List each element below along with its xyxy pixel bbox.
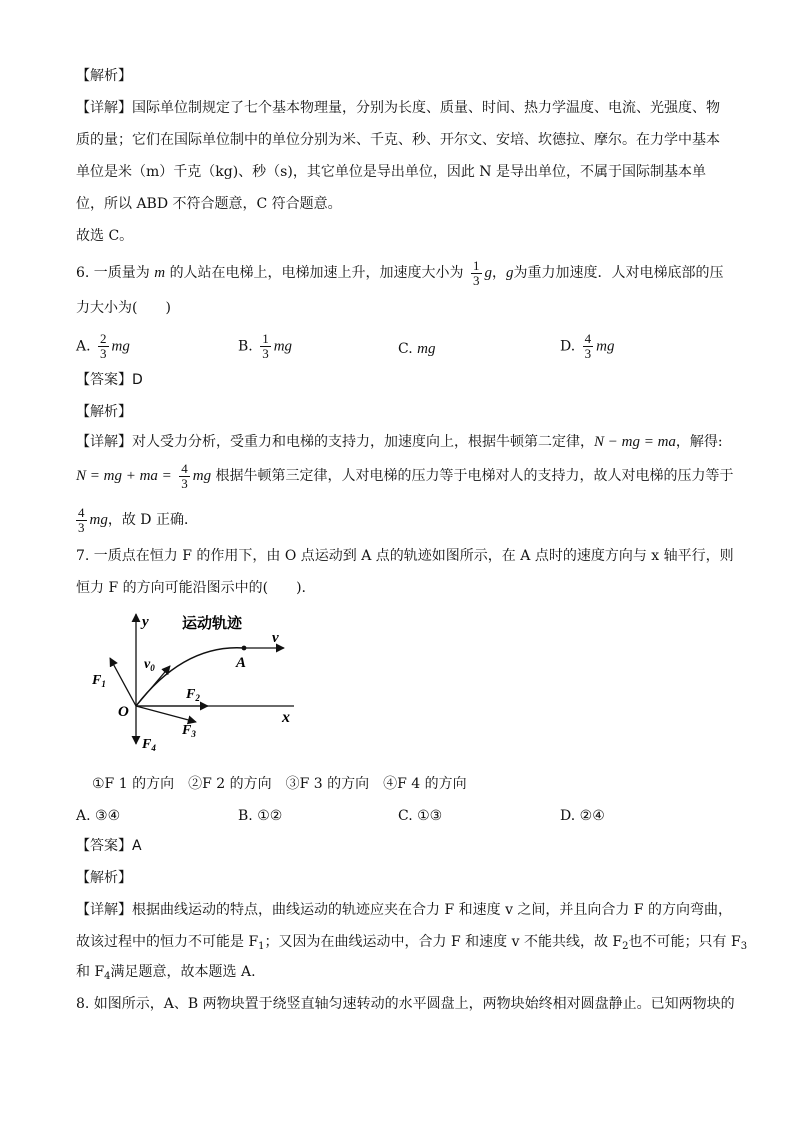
detail-text: 质的量；它们在国际单位制中的单位分别为米、千克、秒、开尔文、安培、坎德拉、摩尔。在力学中基本 [76, 132, 720, 148]
q7-option-d[interactable]: D. ②④ [560, 808, 605, 824]
q6-stem: 6. 一质量为 m 的人站在电梯上，电梯加速上升，加速度大小为 $\frac{1}{3}$ g，g为重力加速度．人对电梯底部的压 [76, 257, 724, 288]
label-v: v [272, 630, 279, 646]
point-a [242, 646, 247, 651]
q8-stem: 8. 如图所示，A、B 两物块置于绕竖直轴匀速转动的水平圆盘上，两物块始终相对圆盘静止。已知两物块的 [76, 996, 735, 1012]
label-f2: $F_2$ [186, 687, 200, 703]
q6-detail: 【详解】对人受力分析，受重力和电梯的支持力，加速度向上，根据牛顿第二定律，N − mg = ma，解得: [76, 434, 723, 450]
q7-option-c[interactable]: C. ①③ [398, 808, 443, 824]
analysis-heading: 【解析】 [76, 68, 132, 84]
detail-text: 【详解】国际单位制规定了七个基本物理量，分别为长度、质量、时间、热力学温度、电流、光强度、物 [76, 100, 720, 116]
q7-choices-line: ①F 1 的方向 ②F 2 的方向 ③F 3 的方向 ④F 4 的方向 [92, 776, 467, 792]
q6-analysis-heading: 【解析】 [76, 404, 132, 420]
label-y: y [142, 614, 149, 630]
label-f1: $F_1$ [92, 673, 106, 689]
q7-analysis-heading: 【解析】 [76, 870, 132, 886]
label-f3: $F_3$ [182, 723, 196, 739]
q6-option-c[interactable]: C. mg [398, 341, 436, 357]
q7-option-a[interactable]: A. ③④ [76, 808, 121, 824]
label-o: O [118, 704, 129, 720]
q7-answer: 【答案】A [76, 838, 142, 854]
q6-fraction: $\frac{1}{3}$ [473, 257, 480, 288]
label-v0: $v_0$ [144, 657, 155, 673]
force-f1-arrow [110, 658, 136, 706]
q7-detail-line3: 和 $F_4$满足题意，故本题选 A. [76, 964, 256, 982]
label-title: 运动轨迹 [182, 614, 243, 632]
q7-option-b[interactable]: B. ①② [238, 808, 283, 824]
q7-figure [74, 610, 314, 760]
q7-detail-line2: 故该过程中的恒力不可能是 $F_1$；又因为在曲线运动中，合力 F 和速度 v 不能共线，故 $F_2$也不可能；只有 $F_3$ [76, 934, 748, 952]
detail-text: 位，所以 ABD 不符合题意，C 符合题意。 [76, 196, 342, 212]
q6-stem-line2: 力大小为( ) [76, 300, 171, 316]
q6-answer: 【答案】D [76, 372, 143, 388]
q6-option-d[interactable]: D. $\frac{4}{3}$ mg [560, 331, 615, 361]
label-x: x [282, 709, 290, 726]
q7-stem-line2: 恒力 F 的方向可能沿图示中的( ). [76, 580, 306, 596]
q6-detail-eq: N = mg + ma = $\frac{4}{3}$ mg 根据牛顿第三定律，人对电梯的压力等于电梯对人的支持力，故人对电梯的压力等于 [76, 460, 734, 491]
q6-option-b[interactable]: B. $\frac{1}{3}$ mg [238, 331, 293, 361]
q7-stem: 7. 一质点在恒力 F 的作用下，由 O 点运动到 A 点的轨迹如图所示，在 A 点时的速度方向与 x 轴平行，则 [76, 548, 734, 564]
conclusion-text: 故选 C。 [76, 228, 134, 244]
q7-detail: 【详解】根据曲线运动的特点，曲线运动的轨迹应夹在合力 F 和速度 v 之间，并且向合力 F 的方向弯曲， [76, 902, 733, 918]
detail-text: 单位是米（m）千克（kg)、秒（s)，其它单位是导出单位，因此 N 是导出单位，不属于国际制基本单 [76, 164, 706, 180]
q6-option-a[interactable]: A. $\frac{2}{3}$ mg [76, 331, 130, 361]
q6-detail-final: $\frac{4}{3}$ mg，故 D 正确． [78, 504, 198, 535]
label-a: A [236, 655, 247, 671]
force-f3-arrow [136, 706, 196, 722]
label-f4: $F_4$ [142, 737, 156, 753]
